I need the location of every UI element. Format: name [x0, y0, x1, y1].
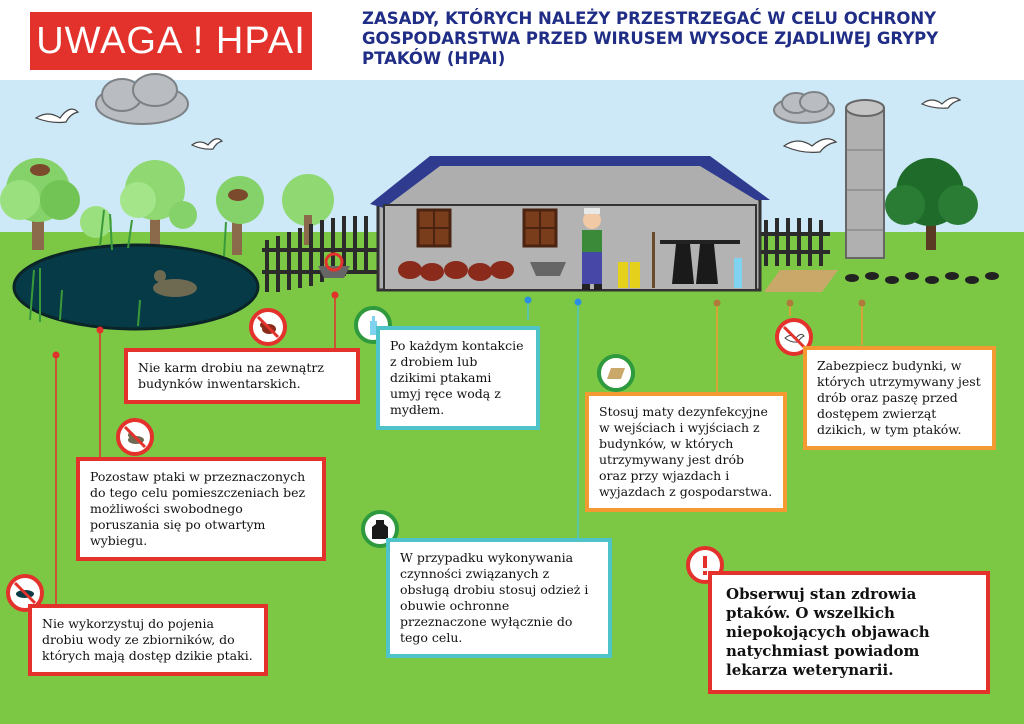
rule-handwash-box: Po każdym kontakcie z drobiem lub dzikimi ptakami umyj ręce wodą z mydłem. — [376, 326, 540, 430]
duck-crossed-icon — [122, 424, 148, 450]
hens — [398, 261, 514, 281]
farmer — [582, 208, 602, 290]
water-bowl-crossed-icon — [12, 580, 38, 606]
rule-health-watch-box: Obserwuj stan zdrowia ptaków. O wszelkich niepokojących objawach natychmiast powiadom lekarza weterynarii. — [708, 571, 990, 694]
rule-protective-clothing-box: W przypadku wykonywania czynności związanych z obsługą drobiu stosuj odzież i obuwie ochronne przeznaczone wyłącznie do tego celu. — [386, 538, 612, 658]
rule-housing-box: Pozostaw ptaki w przeznaczonych do tego celu pomieszczeniach bez możliwości swobodnego poruszania się po otwartym wybiegu. — [76, 457, 326, 561]
rule-water-sources-box: Nie wykorzystuj do pojenia drobiu wody ze zbiorników, do których mają dostęp dzikie ptaki. — [28, 604, 268, 676]
banner-text: UWAGA ! HPAI — [36, 19, 306, 62]
mat-icon — [603, 360, 629, 386]
rule-secure-buildings-box: Zabezpiecz budynki, w których utrzymywany jest drób oraz paszę przed dostępem zwierząt dzikich, w tym ptaków. — [803, 346, 996, 450]
silo — [846, 100, 884, 258]
rule-feeding-box: Nie karm drobiu na zewnątrz budynków inwentarskich. — [124, 348, 360, 404]
rule-disinfection-mats-box: Stosuj maty dezynfekcyjne w wejściach i wyjściach z budynków, w których utrzymywany jest drób oraz przy wjazdach i wyjazdach z gospodarstwa. — [585, 392, 787, 512]
hen-crossed-badge — [249, 308, 287, 346]
cloud-left — [96, 74, 188, 124]
uwaga-hpai-banner — [30, 12, 312, 70]
mat-badge — [597, 354, 635, 392]
poster-headline: ZASADY, KTÓRYCH NALEŻY PRZESTRZEGAĆ W CELU OCHRONY GOSPODARSTWA PRZED WIRUSEM WYSOCE ZJADLIWEJ GRYPY PTAKÓW (HPAI) — [362, 9, 939, 68]
duck-crossed-badge — [116, 418, 154, 456]
hen-icon — [255, 314, 281, 340]
